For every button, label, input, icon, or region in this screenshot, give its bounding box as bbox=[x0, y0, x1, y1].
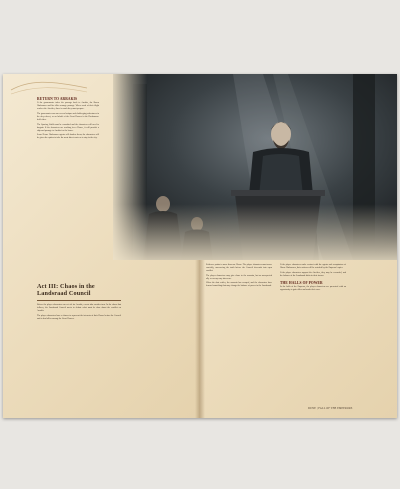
paragraph: Before the player characters can set off for Arrakis, events take another turn. In the chaos that follows, the Landsraad Council meets to debate what must be done about the conflict on Arrakis. bbox=[37, 304, 121, 313]
paragraph: The player characters may give chase to the assassin, but an unexpected ally or enemy may intervene. bbox=[206, 274, 272, 280]
heading-return-to-arrakis: RETURN TO ARRAKIS bbox=[37, 97, 78, 101]
column-right-2 bbox=[280, 264, 346, 294]
paragraph: Evidence points to more than one House. The player characters must move carefully, uncovering the truth before the Council descends into open conflict. bbox=[206, 264, 272, 273]
column-return-to-arrakis bbox=[37, 98, 99, 142]
paragraph: If the gamemaster takes the passage back to Arrakis, the Baron Harkonnen and his allies arrange passage. When word of their flight reaches the Atreides, there is much they must prepare. bbox=[37, 102, 99, 111]
paragraph: Some House Harkonnen agents will shadow them; the characters will be given the option to take the most direct route or to stay in the city. bbox=[37, 134, 99, 140]
paragraph: If the player characters support the Atreides, they may be rewarded, and the balance of the Landsraad shifts in their favour. bbox=[280, 271, 346, 277]
column-right-1 bbox=[206, 264, 272, 290]
scene-photo bbox=[113, 74, 397, 260]
book-spread bbox=[3, 74, 397, 418]
paragraph: In the halls of the Emperor, the player characters are presented with an opportunity to gain allies and make their case. bbox=[280, 286, 346, 292]
paragraph: The Spacing Guild must be consulted and the characters will need to bargain. If the characters are working for a House, it will provide a ship and passage to Arrakis for the house. bbox=[37, 123, 99, 132]
paragraph: The player characters have a chance to represent the interests of their House before the Council and to find allies among the Great Houses. bbox=[37, 314, 121, 320]
ornament-icon bbox=[9, 78, 89, 96]
paragraph: The gamemaster can run several unique and challenging adventures in the deep desert, or on behalf of the Great Houses in the Harkonnen-held cities. bbox=[37, 112, 99, 122]
heading-act-iii: Act III: Chaos in the Landsraad Council bbox=[37, 283, 95, 297]
heading-halls-of-power: THE HALLS OF POWER bbox=[280, 280, 323, 285]
heading-rule bbox=[37, 300, 121, 301]
page-footer: DUNE | FALL OF THE EMPERORS bbox=[308, 407, 353, 410]
paragraph: If the player characters make contact with the agents and conspirators of House Harkonnen, their actions will be watched by the Emperor's spies. bbox=[280, 264, 346, 270]
column-chaos bbox=[37, 304, 121, 322]
scene-illustration bbox=[113, 74, 397, 260]
paragraph: When the dust settles, the assassin has escaped, and the characters have learned something that may change the balance of power in the Landsraad. bbox=[206, 282, 272, 288]
